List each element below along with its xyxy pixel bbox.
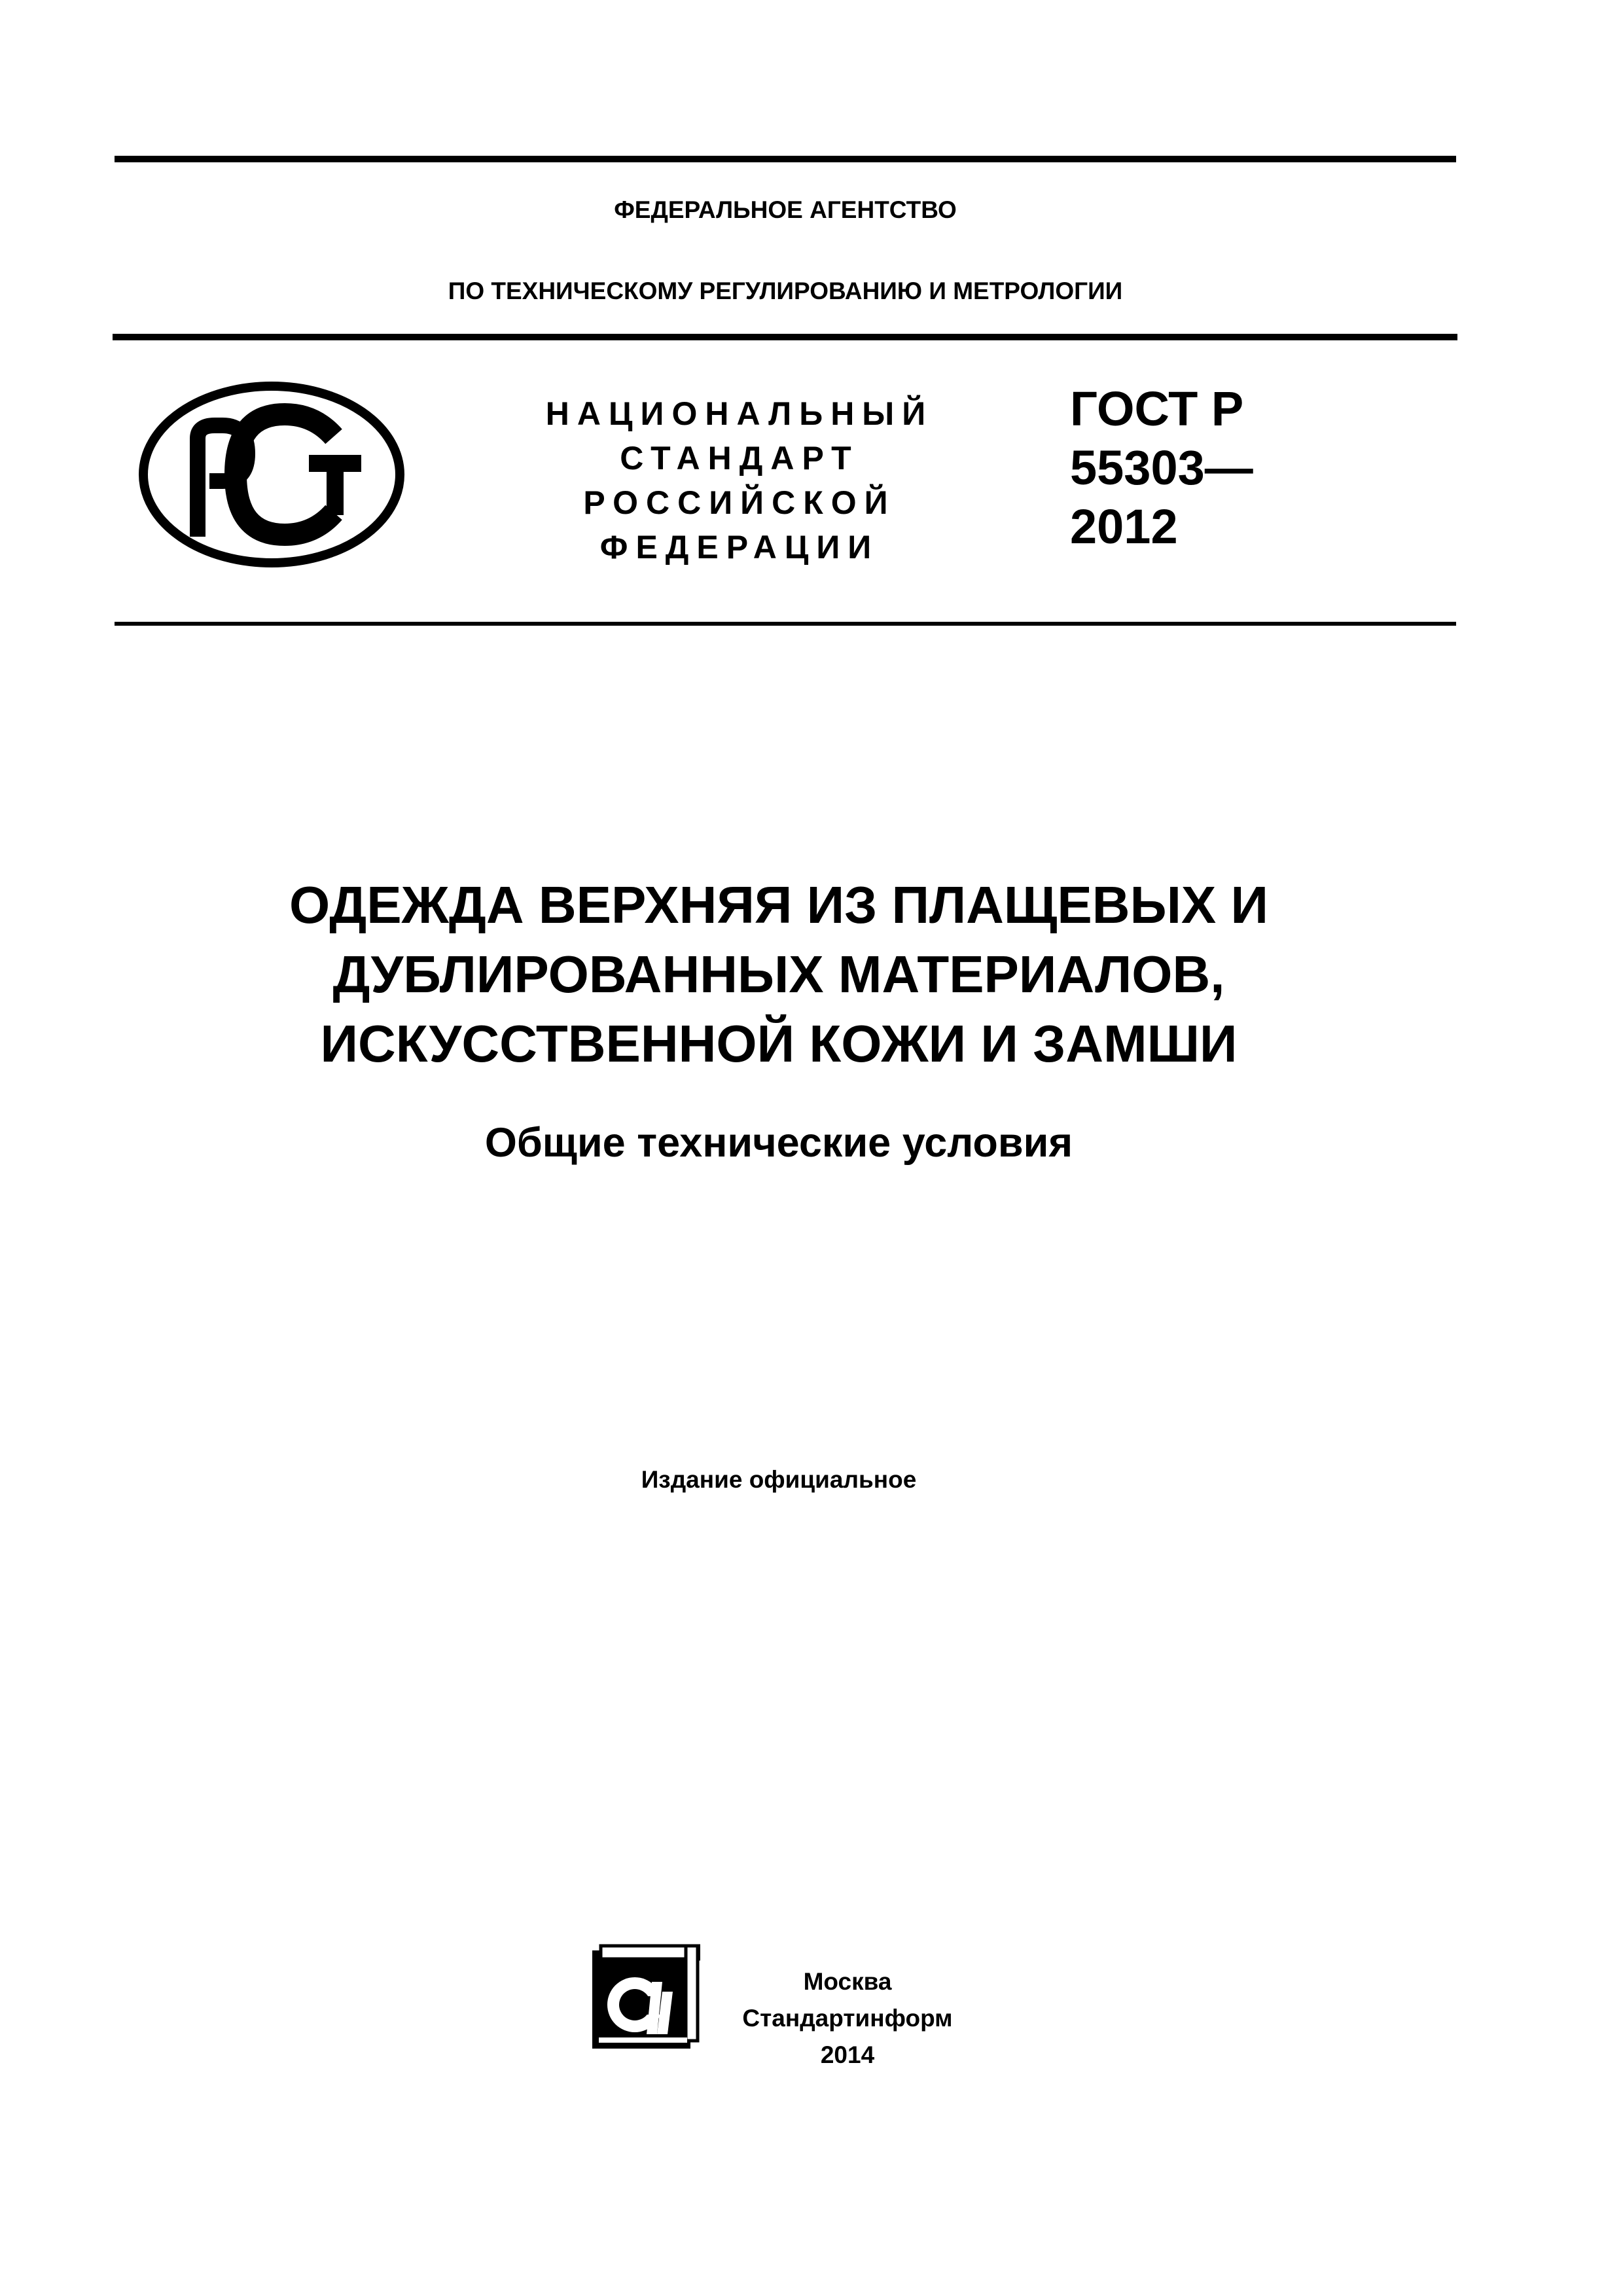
publisher-city: Москва (803, 1968, 892, 1995)
gost-line: ГОСТ Р (1070, 382, 1244, 436)
document-title (0, 870, 1558, 1079)
rst-certification-logo-icon (137, 376, 412, 573)
standartinform-logo-icon (589, 1943, 700, 2054)
publisher-year: 2014 (820, 2041, 875, 2068)
title-line: ДУБЛИРОВАННЫХ МАТЕРИАЛОВ, (332, 945, 1225, 1003)
document-subtitle: Общие технические условия (484, 1120, 1073, 1166)
agency-name-line-2: ПО ТЕХНИЧЕСКОМУ РЕГУЛИРОВАНИЮ И МЕТРОЛОГИИ (448, 278, 1123, 304)
national-line: ФЕДЕРАЦИИ (599, 529, 880, 565)
top-rule (115, 156, 1456, 162)
gost-line: 2012 (1070, 499, 1178, 554)
national-line: НАЦИОНАЛЬНЫЙ (545, 395, 934, 432)
gost-line: 55303— (1070, 440, 1253, 495)
edition-label: Издание официальное (641, 1466, 917, 1493)
national-standard-label (524, 391, 955, 569)
publisher-name: Стандартинформ (742, 2005, 953, 2032)
bottom-rule (115, 622, 1456, 626)
national-line: РОССИЙСКОЙ (583, 484, 896, 521)
national-line: СТАНДАРТ (620, 440, 859, 476)
title-line: ОДЕЖДА ВЕРХНЯЯ ИЗ ПЛАЩЕВЫХ И (289, 876, 1268, 934)
title-line: ИСКУССТВЕННОЙ КОЖИ И ЗАМШИ (320, 1014, 1238, 1073)
gost-designation (1070, 380, 1345, 556)
middle-rule (113, 334, 1457, 340)
agency-name-line-1: ФЕДЕРАЛЬНОЕ АГЕНТСТВО (614, 196, 957, 223)
publisher-block (713, 1964, 982, 2073)
